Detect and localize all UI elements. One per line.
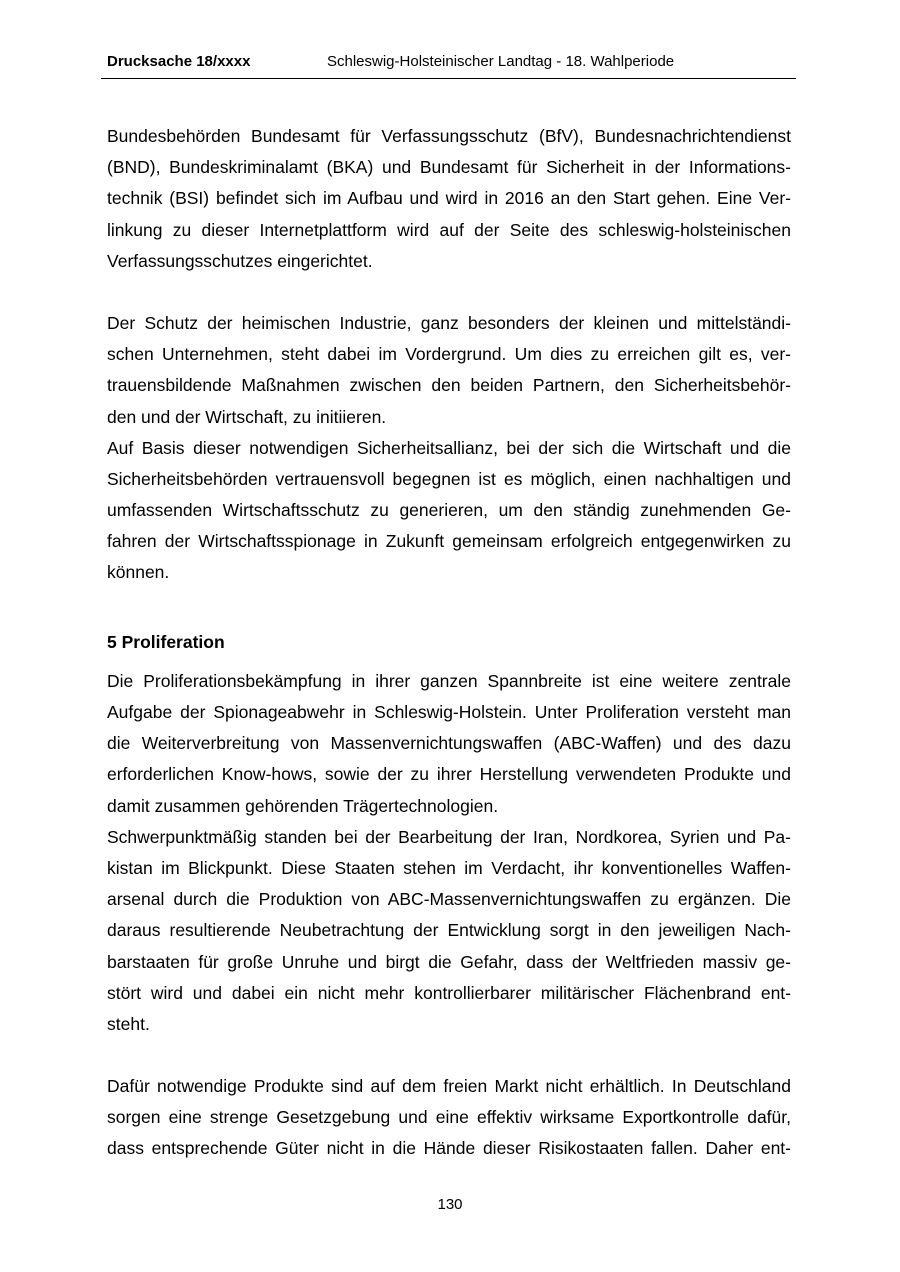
text-line: dass entsprechende Güter nicht in die Hände dieser Risikostaaten fallen. Daher ent- xyxy=(107,1138,791,1159)
page-header xyxy=(101,52,796,79)
text-line: schen Unternehmen, steht dabei im Vordergrund. Um dies zu erreichen gilt es, ver- xyxy=(107,344,791,365)
text-line: Dafür notwendige Produkte sind auf dem freien Markt nicht erhältlich. In Deutschland xyxy=(107,1076,791,1097)
text-line: Schwerpunktmäßig standen bei der Bearbeitung der Iran, Nordkorea, Syrien und Pa- xyxy=(107,826,791,847)
text-line: umfassenden Wirtschaftsschutz zu generieren, um den ständig zunehmenden Ge- xyxy=(107,500,791,521)
text-line: arsenal durch die Produktion von ABC-Massenvernichtungswaffen zu ergänzen. Die xyxy=(107,889,791,910)
text-line: Bundesbehörden Bundesamt für Verfassungsschutz (BfV), Bundesnachrichtendienst xyxy=(107,126,791,146)
page-content xyxy=(107,121,791,1165)
text-line: stört wird und dabei ein nicht mehr kontrollierbarer militärischer Flächenbrand ent- xyxy=(107,982,791,1003)
document-id: Drucksache 18/xxxx xyxy=(107,53,251,70)
text-line: (BND), Bundeskriminalamt (BKA) und Bundesamt für Sicherheit in der Informations- xyxy=(107,157,791,178)
text-line: können. xyxy=(107,562,170,583)
paragraph xyxy=(107,121,791,277)
text-line: Auf Basis dieser notwendigen Sicherheitsallianz, bei der sich die Wirtschaft und die xyxy=(107,437,791,458)
paragraph xyxy=(107,1071,791,1165)
text-line: technik (BSI) befindet sich im Aufbau und wird in 2016 an den Start gehen. Eine Ver- xyxy=(107,188,791,209)
paragraph xyxy=(107,308,791,433)
text-line: Die Proliferationsbekämpfung in ihrer ganzen Spannbreite ist eine weitere zentrale xyxy=(107,670,791,691)
paragraph xyxy=(107,666,791,822)
text-line: Der Schutz der heimischen Industrie, ganz besonders der kleinen und mittelständi- xyxy=(107,312,791,333)
text-line: sorgen eine strenge Gesetzgebung und eine effektiv wirksame Exportkontrolle dafür, xyxy=(107,1107,791,1128)
text-line: fahren der Wirtschaftsspionage in Zukunft gemeinsam erfolgreich entgegenwirken zu xyxy=(107,531,791,552)
section-heading: 5 Proliferation xyxy=(107,631,225,652)
text-line: damit zusammen gehörenden Trägertechnologien. xyxy=(107,795,499,816)
paragraph xyxy=(107,433,791,589)
text-line: den und der Wirtschaft, zu initiieren. xyxy=(107,406,387,427)
text-line: Verfassungsschutzes eingerichtet. xyxy=(107,250,373,271)
text-line: daraus resultierende Neubetrachtung der Entwicklung sorgt in den jeweiligen Nach- xyxy=(107,920,791,941)
text-line: Aufgabe der Spionageabwehr in Schleswig-Holstein. Unter Proliferation versteht man xyxy=(107,702,791,722)
document-title: Schleswig-Holsteinischer Landtag - 18. Wahlperiode xyxy=(327,53,675,70)
text-line: trauensbildende Maßnahmen zwischen den beiden Partnern, den Sicherheitsbehör- xyxy=(107,375,791,396)
text-line: erforderlichen Know-hows, sowie der zu ihrer Herstellung verwendeten Produkte und xyxy=(107,764,791,785)
text-line: barstaaten für große Unruhe und birgt die Gefahr, dass der Weltfrieden massiv ge- xyxy=(107,951,791,972)
text-line: die Weiterverbreitung von Massenvernichtungswaffen (ABC-Waffen) und des dazu xyxy=(107,733,791,754)
paragraph xyxy=(107,822,791,1040)
text-line: Sicherheitsbehörden vertrauensvoll begegnen ist es möglich, einen nachhaltigen und xyxy=(107,468,791,489)
text-line: steht. xyxy=(107,1013,150,1034)
page-number: 130 xyxy=(437,1196,463,1213)
text-line: kistan im Blickpunkt. Diese Staaten stehen im Verdacht, ihr konventionelles Waffen- xyxy=(107,857,791,878)
text-line: linkung zu dieser Internetplattform wird auf der Seite des schleswig-holsteinischen xyxy=(107,219,791,240)
